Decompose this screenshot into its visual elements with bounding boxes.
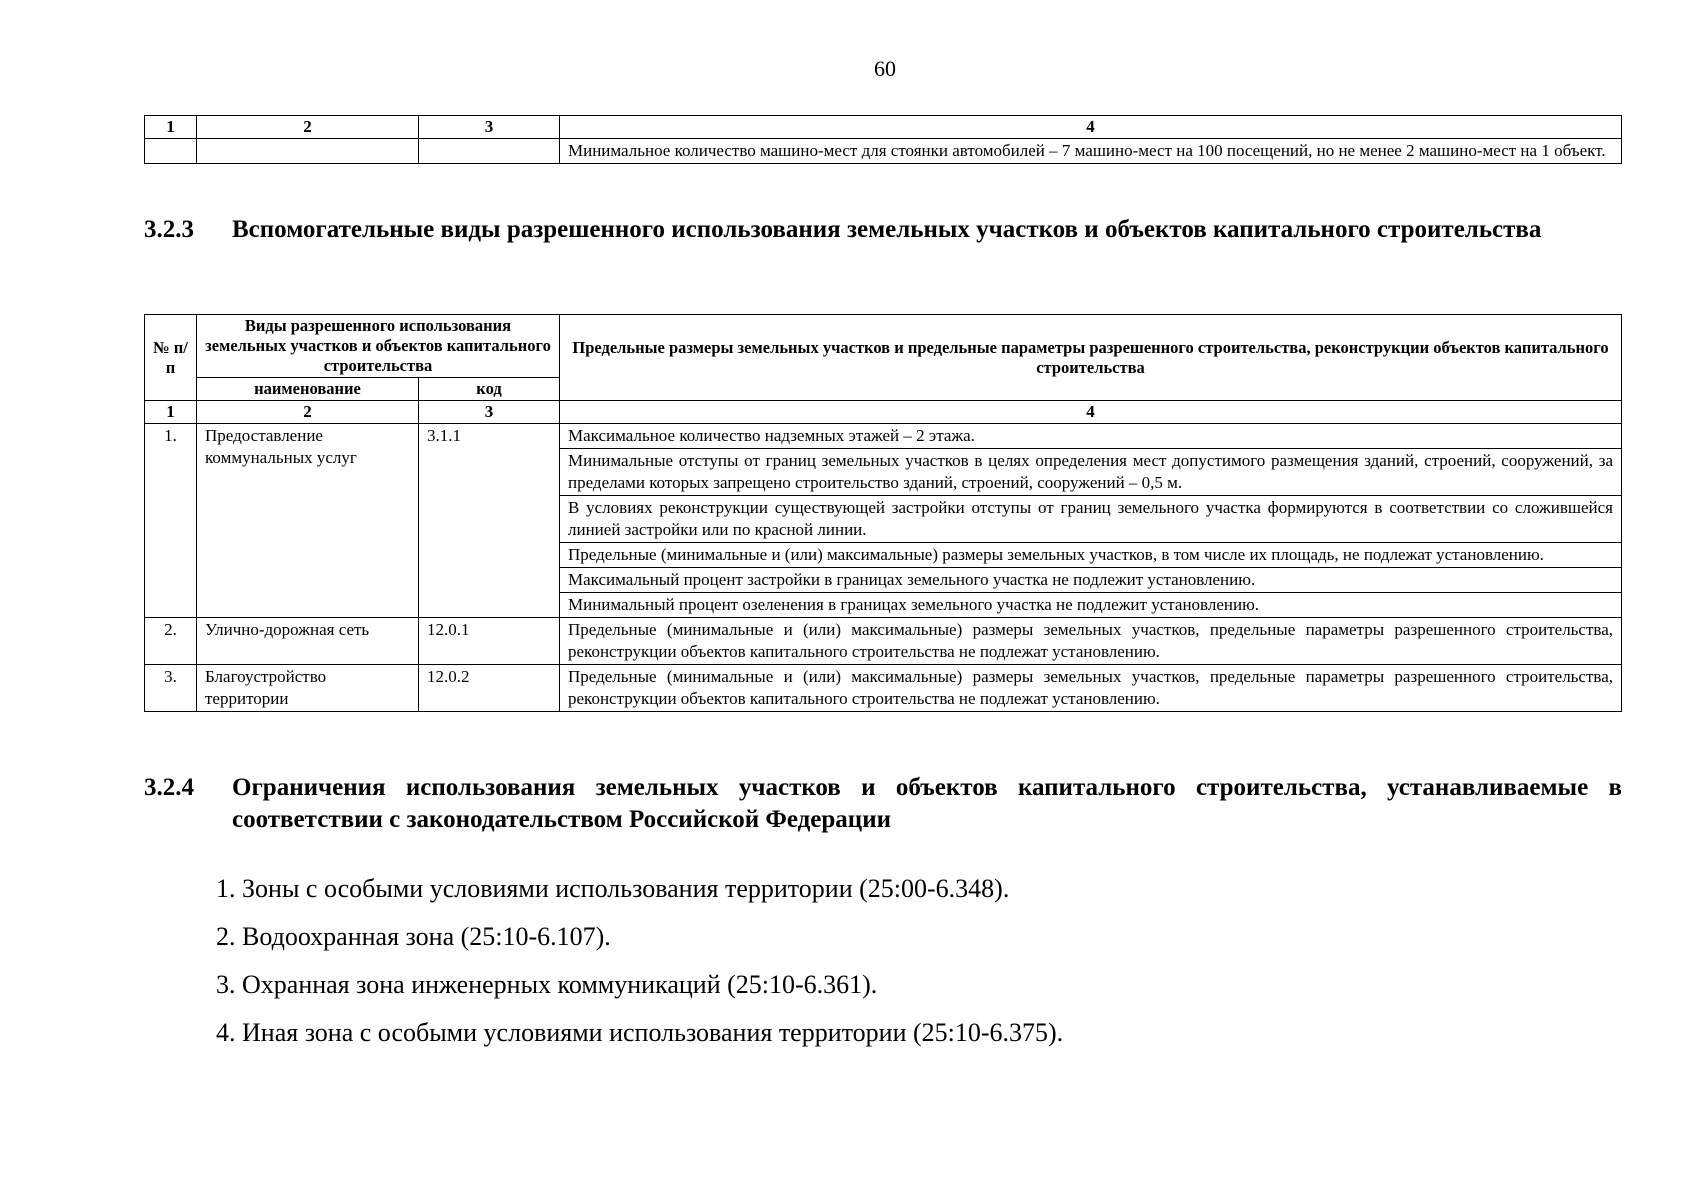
row-number: 3. (145, 665, 197, 712)
list-item: 1. Зоны с особыми условиями использования территории (25:00-6.348). (216, 874, 1010, 903)
list-item: 3. Охранная зона инженерных коммуникаций (25:10-6.361). (216, 970, 878, 999)
parameter-cell: Максимальный процент застройки в границах земельного участка не подлежит установлению. (560, 568, 1622, 593)
header-types: Виды разрешенного использования земельных участков и объектов капитального строительства (197, 315, 560, 378)
column-number: 4 (560, 116, 1622, 139)
column-number-row (145, 116, 1622, 139)
empty-cell (197, 139, 419, 164)
use-name: Предоставление коммунальных услуг (197, 424, 419, 618)
list-item: 4. Иная зона с особыми условиями использования территории (25:10-6.375). (216, 1018, 1064, 1047)
parameter-cell: В условиях реконструкции существующей застройки отступы от границ земельного участка формируются в соответствии со сложившейся линией застройки или по красной линии. (560, 496, 1622, 543)
header-row (145, 315, 1622, 378)
section-title: Ограничения использования земельных участков и объектов капитального строительства, устанавливаемые в соответствии с законодательством Российской Федерации (232, 774, 1622, 833)
use-name: Благоустройство территории (197, 665, 419, 712)
row-number: 2. (145, 618, 197, 665)
column-number-row (145, 401, 1622, 424)
table-row (145, 618, 1622, 665)
header-name: наименование (197, 378, 419, 401)
column-number: 3 (419, 401, 560, 424)
column-number: 2 (197, 401, 419, 424)
section-number: 3.2.4 (144, 774, 194, 801)
table-row (145, 139, 1622, 164)
use-name: Улично-дорожная сеть (197, 618, 419, 665)
use-code: 12.0.1 (419, 618, 560, 665)
section-title: Вспомогательные виды разрешенного использования земельных участков и объектов капитального строительства (232, 216, 1542, 243)
parameter-cell: Максимальное количество надземных этажей – 2 этажа. (560, 424, 1622, 449)
row-number: 1. (145, 424, 197, 618)
table-row (145, 424, 1622, 449)
section-heading-323 (144, 214, 1622, 246)
empty-cell (145, 139, 197, 164)
parameter-cell: Минимальный процент озеленения в границах земельного участка не подлежит установлению. (560, 593, 1622, 618)
permitted-uses-table (144, 314, 1622, 712)
use-code: 12.0.2 (419, 665, 560, 712)
column-number: 3 (419, 116, 560, 139)
parameter-cell: Предельные (минимальные и (или) максимальные) размеры земельных участков, предельные параметры разрешенного строительства, реконструкции объектов капитального строительства не подлежат установлению. (560, 618, 1622, 665)
column-number: 1 (145, 116, 197, 139)
table-row (145, 665, 1622, 712)
section-heading-324 (144, 772, 1622, 836)
parameter-cell: Предельные (минимальные и (или) максимальные) размеры земельных участков, в том числе их площадь, не подлежат установлению. (560, 543, 1622, 568)
parameter-cell: Предельные (минимальные и (или) максимальные) размеры земельных участков, предельные параметры разрешенного строительства, реконструкции объектов капитального строительства не подлежат установлению. (560, 665, 1622, 712)
empty-cell (419, 139, 560, 164)
parameter-cell: Минимальное количество машино-мест для стоянки автомобилей – 7 машино-мест на 100 посещений, но не менее 2 машино-мест на 1 объект. (560, 139, 1622, 164)
list-item: 2. Водоохранная зона (25:10-6.107). (216, 922, 611, 951)
column-number: 2 (197, 116, 419, 139)
column-number: 1 (145, 401, 197, 424)
use-code: 3.1.1 (419, 424, 560, 618)
header-code: код (419, 378, 560, 401)
page-number: 60 (874, 56, 896, 81)
restrictions-list (216, 872, 1063, 1064)
section-number: 3.2.3 (144, 216, 194, 243)
header-limits: Предельные размеры земельных участков и предельные параметры разрешенного строительства, реконструкции объектов капитального строительства (560, 315, 1622, 401)
parameter-cell: Минимальные отступы от границ земельных участков в целях определения мест допустимого размещения зданий, строений, сооружений, за пределами которых запрещено строительство зданий, строений, сооружений – 0,5 м. (560, 449, 1622, 496)
column-number: 4 (560, 401, 1622, 424)
continuation-table (144, 115, 1622, 164)
header-num: № п/п (145, 315, 197, 401)
